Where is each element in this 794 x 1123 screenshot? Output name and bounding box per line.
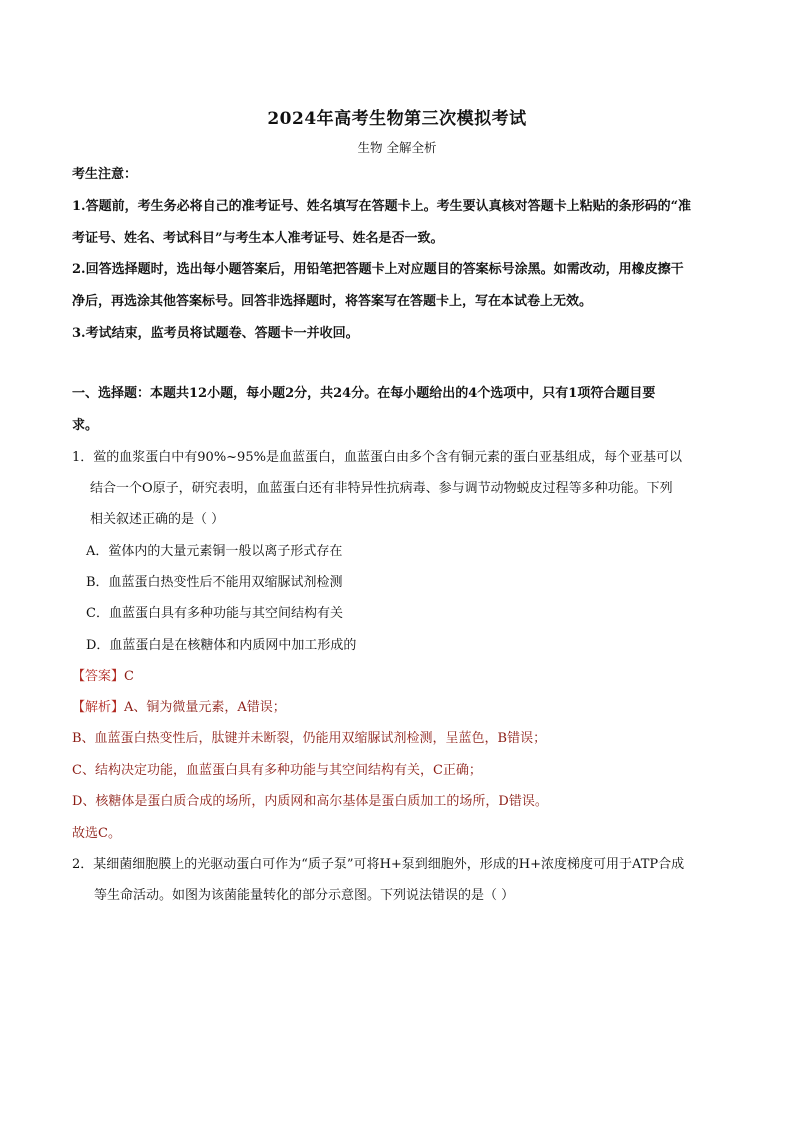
q1-analysis-line-2: B、血蓝蛋白热变性后，肽键并未断裂，仍能用双缩脲试剂检测，呈蓝色，B错误；	[72, 731, 547, 746]
notice-line-2: 考证号、姓名、考试科目”与考生本人准考证号、姓名是否一致。	[72, 231, 444, 246]
q1-option-c: C．血蓝蛋白具有多种功能与其空间结构有关	[86, 606, 343, 621]
notice-line-3: 2.回答选择题时，选出每小题答案后，用铅笔把答题卡上对应题目的答案标号涂黑。如需改动，用橡皮擦干	[72, 262, 684, 277]
exam-subtitle: 生物 全解全析	[357, 140, 437, 155]
q1-option-b: B．血蓝蛋白热变性后不能用双缩脲试剂检测	[86, 575, 343, 590]
q1-option-a: A．鲎体内的大量元素铜一般以离子形式存在	[86, 544, 343, 559]
q2-stem-line-1: 2．某细菌细胞膜上的光驱动蛋白可作为“质子泵”可将H+泵到细胞外，形成的H+浓度梯度可用于ATP合成	[72, 857, 685, 872]
q1-stem-line-2: 结合一个O原子，研究表明，血蓝蛋白还有非特异性抗病毒、参与调节动物蜕皮过程等多种功能。下列	[90, 481, 673, 496]
q1-conclusion: 故选C。	[72, 826, 121, 841]
section-heading-line-1: 一、选择题：本题共12小题，每小题2分，共24分。在每小题给出的4个选项中，只有1项符合题目要	[72, 386, 656, 401]
q1-analysis-line-3: C、结构决定功能，血蓝蛋白具有多种功能与其空间结构有关，C正确；	[72, 763, 482, 778]
q2-stem-line-2: 等生命活动。如图为该菌能量转化的部分示意图。下列说法错误的是（ ）	[94, 888, 515, 903]
answer-value: C	[124, 669, 134, 684]
q1-analysis-line-4: D、核糖体是蛋白质合成的场所，内质网和高尔基体是蛋白质加工的场所，D错误。	[72, 794, 548, 809]
q1-stem-line-1: 1．鲎的血浆蛋白中有90%~95%是血蓝蛋白，血蓝蛋白由多个含有铜元素的蛋白亚基组成，每个亚基可以	[72, 450, 682, 465]
notice-line-4: 净后，再选涂其他答案标号。回答非选择题时，将答案写在答题卡上，写在本试卷上无效。	[72, 294, 593, 309]
q1-analysis-line-1	[72, 696, 286, 715]
notice-line-1: 1.答题前，考生务必将自己的准考证号、姓名填写在答题卡上。考生要认真核对答题卡上粘贴的条形码的“准	[72, 199, 692, 214]
answer-tag: 【答案】	[72, 669, 125, 684]
section-heading-line-2: 求。	[72, 418, 99, 433]
notice-line-5: 3.考试结束，监考员将试题卷、答题卡一并收回。	[72, 326, 359, 341]
notice-heading: 考生注意：	[72, 167, 138, 182]
analysis-tag: 【解析】	[72, 700, 125, 715]
exam-title: 2024年高考生物第三次模拟考试	[267, 109, 527, 129]
analysis-first: A、铜为微量元素，A错误；	[124, 700, 286, 715]
q1-answer	[72, 665, 134, 684]
q1-option-d: D．血蓝蛋白是在核糖体和内质网中加工形成的	[86, 638, 357, 653]
q1-stem-line-3: 相关叙述正确的是（ ）	[90, 512, 225, 527]
